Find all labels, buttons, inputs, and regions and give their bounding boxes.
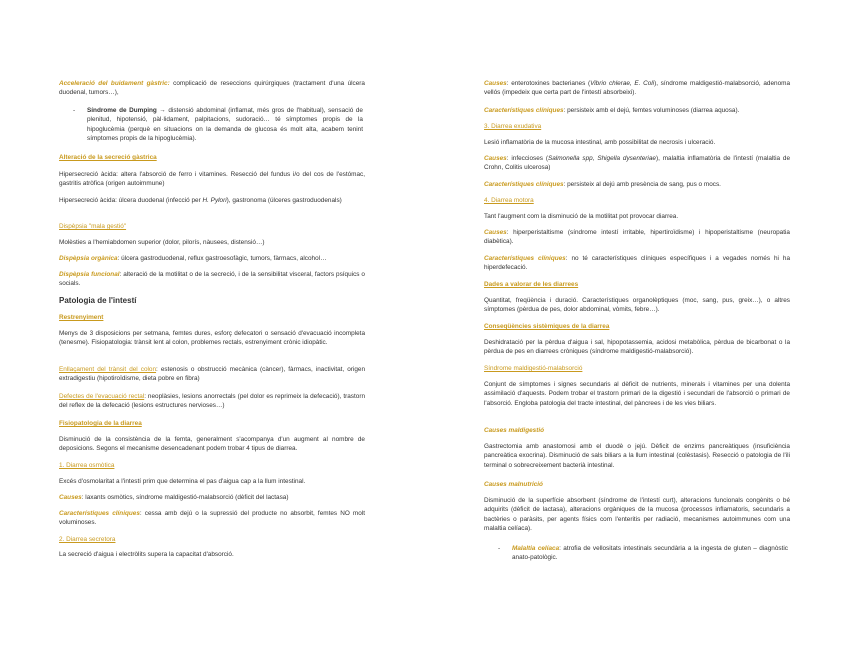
- text-causes3: : hiperperistaltisme (síndrome intestí irritable, hipertiroïdisme) i hipoperistaltisme (neuropatia diabètica).: [484, 229, 790, 246]
- label-caracteristiques: Característiques clíniques: [484, 107, 564, 114]
- heading-fisiopatologia-diarrea: Fisiopatologia de la diarrea: [59, 420, 142, 427]
- text-caracteristiques: : cessa amb dejú o la supressió del producte no absorbit, femtes NO molt voluminoses.: [59, 510, 365, 527]
- arrow-icon: →: [156, 107, 169, 114]
- paragraph-exudativa-causes: [484, 154, 790, 173]
- paragraph-maldigestio: Gastrectomia amb anastomosi amb el duodè o jejú. Dèficit de enzims pancreàtiques (insuficiència pancreàtica exocrina). Disminució de sals biliars a la llum intestinal (colèstasis). Resecció o patologia de l'ili terminal o sobrecreixement bacterià intestinal.: [484, 443, 790, 469]
- paragraph-malnutricio: Disminució de la superfície absorbent (síndrome de l'intestí curt), alteracions funcionals congènits o bé adquirits (dèficit de lactasa), alteracions orgàniques de la mucosa (processos inflamatoris, secundaris a bactèries o paràsits, per agents físics com l'enteritis per radiació, mecanismes autoimmunes com una malaltia celíaca).: [484, 497, 790, 533]
- paragraph-osmotica-causes: [59, 493, 365, 502]
- label-enllacament: Enllaçament del trànsit del colon: [59, 366, 157, 373]
- label-causes: Causes: [484, 229, 507, 236]
- text-dumping: distensió abdominal (inflamat, més gros de l'habitual), sensació de plenitud, hipotensió, pàl·lidament, palpitacions, sudoració… té símptomes propis de la hipoglucèmia (perquè en situacions on la demanda de glucosa és molt alta, acabem tenint símptomes propis de la hipoglucèmia).: [87, 107, 363, 143]
- text-causes2-a: : infeccioses (: [506, 155, 548, 162]
- text-causes2-species: Salmonella spp, Shigella dysenteriae: [547, 155, 656, 162]
- paragraph-consequencies: Deshidratació per la pèrdua d'aigua i sal, hipopotassemia, acidosi metabòlica, pèrdua de bicarbonat o la pèrdua de pes en diarrees cròniques (síndrome maldigestió-malabsorció).: [484, 339, 790, 356]
- heading-consequencies: Conseqüències sistèmiques de la diarrea: [484, 323, 610, 330]
- text-celiaca: : atrofia de vellositats intestinals secundària a la ingesta de gluten – diagnòstic anato-patològic.: [512, 545, 788, 562]
- paragraph-osmotica-caracteristiques: [59, 509, 365, 528]
- paragraph-motora-caracteristiques: [484, 254, 790, 273]
- heading-diarrea-motora: 4. Diarrea motora: [484, 197, 534, 204]
- bullet-dumping-text: [87, 106, 363, 144]
- paragraph-sindrome: Conjunt de símptomes i signes secundaris al dèficit de nutrients, minerals i vitamines per una dolenta assimilació d'aquests. Podem trobar el trastorn primari de la digestió i secundari de l'absorció o primari de l'absorció. Engloba patologia del tracte intestinal, del pàncrees i de les vies biliars.: [484, 381, 790, 407]
- text-enllacament: : estenosis o obstrucció mecànica (càncer), fàrmacs, inactivitat, origen extradigestiu (hipotiroïdisme, dieta pobre en fibra): [59, 366, 366, 383]
- paragraph-secretora-caracteristiques: [484, 106, 790, 115]
- text-defectes: : neoplàsies, lesions anorrectals (pel dolor es reprimeix la defecació), trastorn del reflex de la defecació (lesions estructures nervioses…): [59, 393, 365, 410]
- paragraph-hipersecrecio-2: [59, 196, 365, 205]
- section-title-intesti: Patologia de l'intestí: [59, 296, 137, 305]
- label-causes: Causes: [484, 80, 507, 87]
- text-causes-a: : enterotoxines bacterianes (: [506, 80, 591, 87]
- paragraph-dades: Quantitat, freqüència i duració. Característiques organolèptiques (moc, sang, pus, greix…), o altres símptomes (pèrdua de pes, dolor abdominal, vòmits, febre…).: [484, 297, 790, 314]
- text-acceleracio: complicació de reseccions quirúrgiques (tractament d'una úlcera duodenal, tumors…),: [59, 80, 365, 97]
- paragraph-motora-causes: [484, 228, 790, 247]
- heading-secrecio-gastrica: Alteració de la secreció gàstrica: [59, 154, 157, 161]
- bullet-celiaca-text: [512, 544, 788, 563]
- label-dumping: Síndrome de Dumping: [87, 107, 157, 114]
- paragraph-molesties: Molèsties a l'hemiabdomen superior (dolor, pilorís, nàusees, distensió…): [59, 239, 265, 246]
- text-causes-b: ), síndrome maldigestió-malabsorció, adenoma vellós (impedeix que certa part de l'intestí absorbeixi).: [484, 80, 790, 97]
- label-dispepsia-organica: Dispèpsia orgànica: [59, 255, 118, 262]
- label-defectes: Defectes de l'evacuació rectal: [59, 393, 145, 400]
- label-caracteristiques: Característiques clíniques: [484, 181, 564, 188]
- text-caracteristiques: : persisteix al dejú amb presència de sang, pus o mocs.: [563, 181, 721, 188]
- text-dispepsia-funcional: : alteració de la motilitat o de la secreció, i de la sensibilitat visceral, factors psíquics o socials.: [59, 271, 365, 288]
- paragraph-restrenyiment: Menys de 3 disposicions per setmana, femtes dures, esforç defecatori o sensació d'evacuació incompleta (tenesme). Fisiopatologia: trànsit lent al colon, problemes rectals, estrenyiment crònic idiopàtic.: [59, 330, 365, 347]
- label-celiaca: Malaltia celíaca: [512, 545, 560, 552]
- paragraph-hipersecrecio-1: Hipersecreció àcida: altera l'absorció de ferro i vitamines. Resecció del fundus i/o del cos de l'estómac, gastritis atròfica (origen autoimmune): [59, 171, 365, 188]
- heading-diarrea-exudativa: 3. Diarrea exudativa: [484, 123, 542, 130]
- heading-causes-maldigestio: Causes maldigestió: [484, 427, 545, 434]
- paragraph-diarrea: Disminució de la consistència de la femta, generalment s'acompanya d'un augment al nombre de deposicions. Segons el mecanisme desencadenant podem trobar 4 tipus de diarrea.: [59, 436, 365, 453]
- heading-dades-valorar: Dades a valorar de les diarrees: [484, 281, 579, 288]
- paragraph-exudativa-caracteristiques: [484, 180, 790, 189]
- heading-dispepsia: Dispèpsia "mala gestió": [59, 223, 127, 230]
- heading-sindrome-maldigestio: Síndrome maldigestió-malabsorció: [484, 365, 583, 372]
- text-causes: : laxants osmòtics, síndrome maldigestió-malabsorció (dèficit del lactasa): [81, 494, 289, 501]
- paragraph-acceleracio: [59, 79, 365, 98]
- bullet-dash: -: [73, 107, 76, 114]
- label-caracteristiques: Característiques clíniques: [59, 510, 140, 517]
- label-caracteristiques: Característiques clíniques: [484, 255, 566, 262]
- heading-restrenyiment: Restrenyiment: [59, 314, 104, 321]
- text-pylori: H. Pylori: [202, 197, 227, 204]
- paragraph-dispepsia-funcional: [59, 270, 365, 289]
- text-caracteristiques: : no té característiques clíniques específiques i a vegades només hi ha hiperdefecació.: [484, 255, 790, 272]
- paragraph-motora: Tant l'augment com la disminució de la motilitat pot provocar diarrea.: [484, 213, 679, 220]
- label-causes: Causes: [484, 155, 507, 162]
- paragraph-dispepsia-organica: [59, 254, 365, 263]
- label-dispepsia-funcional: Dispèpsia funcional: [59, 271, 120, 278]
- text-caracteristiques: : persisteix amb el dejú, femtes voluminoses (diarrea aquosa).: [563, 107, 740, 114]
- bullet-dash: -: [498, 545, 501, 552]
- text-causes2-b: ), malaltia inflamatòria de l'intestí (malaltia de Crohn, Colitis ulcerosa): [484, 155, 790, 172]
- paragraph-defectes: [59, 392, 365, 411]
- text-causes-vibrio: Vibrio chlerae, E. Coli: [590, 80, 655, 87]
- heading-causes-malnutricio: Causes malnutrició: [484, 481, 543, 488]
- paragraph-enllacament: [59, 365, 365, 384]
- label-causes: Causes: [59, 494, 82, 501]
- text-hiper-a: Hipersecreció àcida: úlcera duodenal (infecció per: [59, 197, 203, 204]
- label-acceleracio: Acceleració del buidament gàstric:: [59, 80, 170, 87]
- heading-diarrea-osmotica: 1. Diarrea osmòtica: [59, 462, 115, 469]
- paragraph-secretora-causes: [484, 79, 790, 98]
- paragraph-secretora: La secreció d'aigua i electròlits supera la capacitat d'absorció.: [59, 551, 234, 558]
- text-hiper-b: ), gastronoma (úlceres gastroduodenals): [226, 197, 342, 204]
- text-dispepsia-organica: : úlcera gastroduodenal, reflux gastroesofàgic, tumors, fàrmacs, alcohol…: [117, 255, 327, 262]
- paragraph-exudativa: Lesió inflamatòria de la mucosa intestinal, amb possibilitat de necrosis i ulceració.: [484, 139, 716, 146]
- heading-diarrea-secretora: 2. Diarrea secretora: [59, 536, 116, 543]
- paragraph-osmolaritat: Excés d'osmolaritat a l'intestí prim que determina el pas d'aigua cap a la llum intestinal.: [59, 478, 306, 485]
